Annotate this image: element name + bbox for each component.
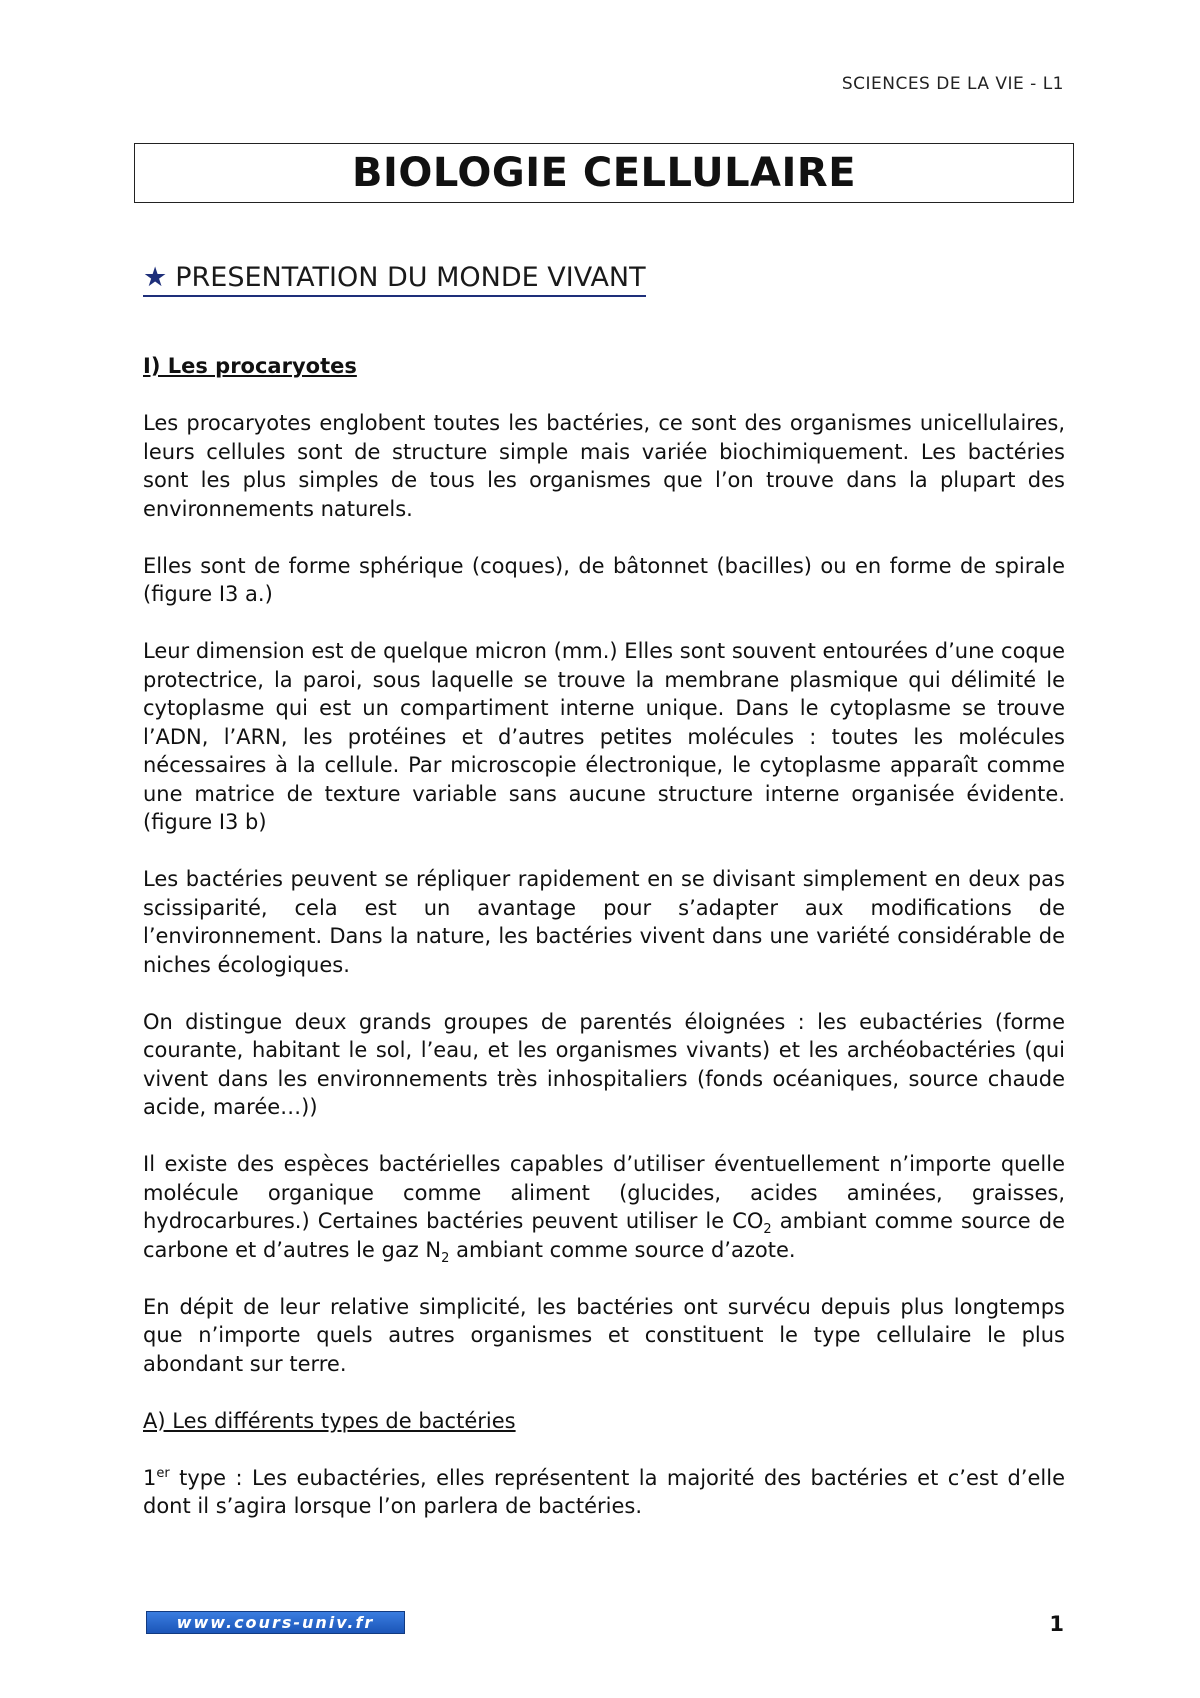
page-number: 1	[1049, 1612, 1064, 1636]
course-header: SCIENCES DE LA VIE - L1	[841, 74, 1064, 94]
heading-procaryotes: I) Les procaryotes	[143, 354, 357, 378]
paragraph-1: Les procaryotes englobent toutes les bactéries, ce sont des organismes unicellulaires, leurs cellules sont de structure simple mais variée biochimiquement. Les bactéries sont les plus simples de tous les organismes que l’on trouve dans la plupart des environnements naturels.	[143, 411, 1065, 521]
paragraph-6	[143, 1150, 1065, 1264]
document-body	[143, 352, 1065, 1549]
page-title: BIOLOGIE CELLULAIRE	[351, 150, 857, 196]
paragraph-6-text-b: ambiant comme source de carbone et d’autres le gaz N	[143, 1209, 1065, 1262]
paragraph-5: On distingue deux grands groupes de parentés éloignées : les eubactéries (forme courante, habitant le sol, l’eau, et les organismes vivants) et les archéobactéries (qui vivent dans les environnements très inhospitaliers (fonds océaniques, source chaude acide, marée…))	[143, 1009, 1065, 1119]
section-title-text: PRESENTATION DU MONDE VIVANT	[175, 262, 646, 293]
superscript-er: er	[156, 1465, 170, 1481]
subscript-n2: 2	[441, 1250, 450, 1266]
paragraph-8-number: 1	[143, 1465, 157, 1490]
website-text: www.cours-univ.fr	[176, 1613, 375, 1632]
heading-types-bacteries: A) Les différents types de bactéries	[143, 1408, 516, 1433]
section-title	[143, 262, 646, 297]
paragraph-7: En dépit de leur relative simplicité, les bactéries ont survécu depuis plus longtemps que n’importe quels autres organismes et constituent le type cellulaire le plus abondant sur terre.	[143, 1294, 1065, 1376]
subscript-co2: 2	[763, 1222, 772, 1238]
paragraph-8-text: type : Les eubactéries, elles représentent la majorité des bactéries et c’est d’elle dont il s’agira lorsque l’on parlera de bactéries.	[143, 1465, 1065, 1518]
title-box	[134, 143, 1074, 203]
paragraph-2: Elles sont de forme sphérique (coques), de bâtonnet (bacilles) ou en forme de spirale (figure I3 a.)	[143, 553, 1065, 606]
paragraph-8	[143, 1464, 1065, 1521]
paragraph-6-text-c: ambiant comme source d’azote.	[449, 1237, 796, 1262]
website-link[interactable]	[146, 1611, 405, 1634]
paragraph-6-text-a: Il existe des espèces bactérielles capables d’utiliser éventuellement n’importe quelle molécule organique comme aliment (glucides, acides aminées, graisses, hydrocarbures.) Certaines bactéries peuvent utiliser le CO	[143, 1152, 1065, 1233]
paragraph-4: Les bactéries peuvent se répliquer rapidement en se divisant simplement en deux pas scissiparité, cela est un avantage pour s’adapter aux modifications de l’environnement. Dans la nature, les bactéries vivent dans une variété considérable de niches écologiques.	[143, 867, 1065, 977]
star-icon: ★	[143, 262, 168, 293]
paragraph-3: Leur dimension est de quelque micron (mm.) Elles sont souvent entourées d’une coque protectrice, la paroi, sous laquelle se trouve la membrane plasmique qui délimité le cytoplasme qui est un compartiment interne unique. Dans le cytoplasme se trouve l’ADN, l’ARN, les protéines et d’autres petites molécules : toutes les molécules nécessaires à la cellule. Par microscopie électronique, le cytoplasme apparaît comme une matrice de texture variable sans aucune structure interne organisée évidente. (figure I3 b)	[143, 639, 1065, 834]
